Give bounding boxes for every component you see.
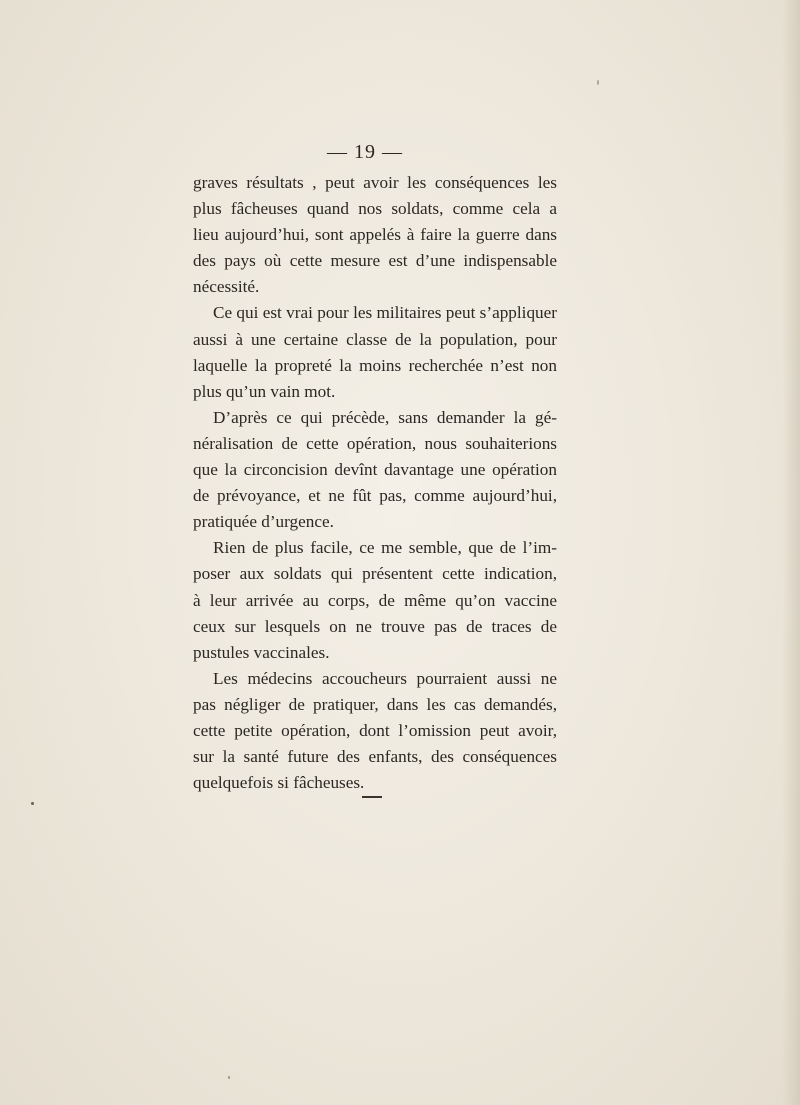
text-line: pustules vaccinales. <box>193 642 330 662</box>
text-line: nécessité. <box>193 277 260 297</box>
end-rule <box>362 796 382 798</box>
text-line: Les médecins accoucheurs pourraient aussi ne <box>213 668 557 688</box>
text-line: des pays où cette mesure est d’une indispensable <box>193 251 557 271</box>
text-line: néralisation de cette opération, nous souhaiterions <box>193 433 557 453</box>
text-line: cette petite opération, dont l’omission peut avoir, <box>193 720 557 740</box>
text-line: laquelle la propreté la moins recherchée n’est non <box>193 355 557 375</box>
paper-speck <box>228 1076 230 1079</box>
text-line: de prévoyance, et ne fût pas, comme aujourd’hui, <box>193 486 557 506</box>
text-line: graves résultats , peut avoir les conséquences les <box>193 173 557 192</box>
text-line: plus fâcheuses quand nos soldats, comme cela a <box>193 199 557 219</box>
text-line: ceux sur lesquels on ne trouve pas de traces de <box>193 616 557 636</box>
paper-speck <box>597 80 599 85</box>
text-line: lieu aujourd’hui, sont appelés à faire la guerre dans <box>193 225 557 245</box>
text-line: que la circoncision devînt davantage une opération <box>193 460 557 480</box>
text-line: pratiquée d’urgence. <box>193 512 334 532</box>
page-number: — 19 — <box>327 141 403 163</box>
text-line: pas négliger de pratiquer, dans les cas demandés, <box>193 694 557 714</box>
body-text <box>193 170 557 796</box>
text-line: sur la santé future des enfants, des conséquences <box>193 747 557 767</box>
page-edge-shadow <box>782 0 800 1105</box>
text-line: poser aux soldats qui présentent cette indication, <box>193 564 557 584</box>
text-line: Rien de plus facile, ce me semble, que de l’im- <box>213 538 557 558</box>
paper-speck <box>31 802 34 805</box>
text-line: à leur arrivée au corps, de même qu’on vaccine <box>193 590 557 610</box>
text-line: aussi à une certaine classe de la population, pour <box>193 329 557 349</box>
text-line: quelquefois si fâcheuses. <box>193 773 365 793</box>
text-line: plus qu’un vain mot. <box>193 381 336 401</box>
text-line: Ce qui est vrai pour les militaires peut s’appliquer <box>213 303 557 323</box>
text-line: D’après ce qui précède, sans demander la gé- <box>213 407 557 427</box>
